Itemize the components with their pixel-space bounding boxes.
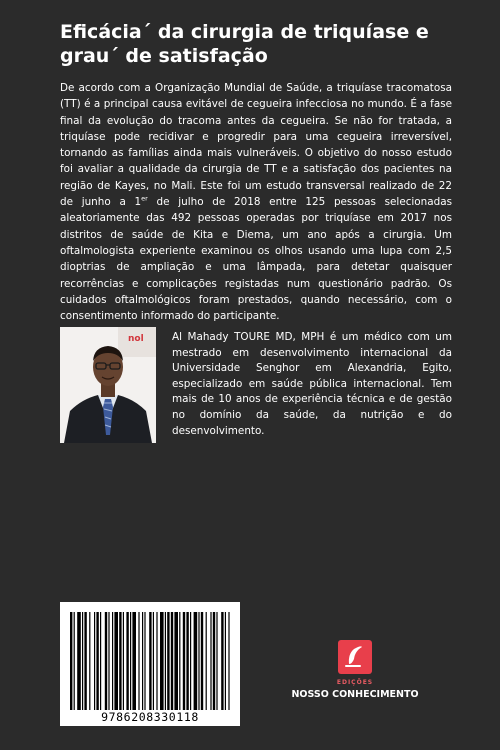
barcode-bar bbox=[70, 612, 72, 710]
barcode-bar bbox=[156, 612, 157, 710]
abstract-text-part1: De acordo com a Organização Mundial de Saúde, a triquíase tracomatosa (TT) é a principal causa evitável de cegueira infecciosa no mundo. É a fase final da evolução do tracoma antes da cegueira. Se não for tratada, a triquíase pode recidivar e progredir para uma cegueira irreversível, tornando as famílias ainda mais vulneráveis. O objetivo do nosso estudo foi avaliar a qualidade da cirurgia de TT e a satisfação dos pacientes na região de Kayes, no Mali. Este foi um estudo transversal realizado de 22 de junho a 1 bbox=[60, 82, 452, 209]
barcode-bar bbox=[144, 612, 145, 710]
barcode-bar bbox=[186, 612, 188, 710]
barcode-bar bbox=[179, 612, 180, 710]
barcode-bar bbox=[96, 612, 98, 710]
barcode-bar bbox=[160, 612, 164, 710]
barcode-bar bbox=[108, 612, 109, 710]
barcode-bar bbox=[114, 612, 118, 710]
barcode-bar bbox=[132, 612, 136, 710]
barcode-bar bbox=[165, 612, 166, 710]
barcode-bar bbox=[213, 612, 215, 710]
barcode-bar bbox=[198, 612, 199, 710]
barcode-bar bbox=[123, 612, 124, 710]
abstract-text-part2: de julho de 2018 entre 125 pessoas selecionadas aleatoriamente das 492 pessoas operadas por triquíase em 2017 nos distritos de saúde de Kita e Diema, um ano após a cirurgia. Um oftalmologista experiente examinou os olhos usando uma lupa com 2,5 dioptrias de ampliação e uma lâmpada, para detetar quaisquer recorrências e complicações registadas num questionário padrão. Os cuidados oftalmológicos foram prestados, quando necessário, com o consentimento informado do participante. bbox=[60, 196, 452, 323]
book-abstract bbox=[60, 80, 452, 324]
barcode-bar bbox=[112, 612, 113, 710]
barcode-bar bbox=[201, 612, 203, 710]
author-photo bbox=[60, 327, 156, 443]
isbn-number: 9786208330118 bbox=[101, 710, 199, 724]
publisher-block bbox=[290, 640, 420, 700]
barcode-bar bbox=[149, 612, 151, 710]
barcode-bar bbox=[221, 612, 223, 710]
barcode-bar bbox=[82, 612, 83, 710]
author-bio: Al Mahady TOURE MD, MPH é um médico com um mestrado em desenvolvimento internacional da Universidade Senghor em Alexandria, Egito, especializado em saúde pública internacional. Tem mais de 10 anos de experiência técnica e de gestão no domínio da saúde, da nutrição e do desenvolvimento. bbox=[172, 331, 452, 437]
barcode-bar bbox=[74, 612, 75, 710]
barcode-bar bbox=[138, 612, 139, 710]
barcode-bar bbox=[94, 612, 95, 710]
barcode-bar bbox=[228, 612, 229, 710]
barcode-bar bbox=[77, 612, 81, 710]
barcode-bar bbox=[190, 612, 191, 710]
barcode-bar bbox=[194, 612, 198, 710]
barcode-bar bbox=[171, 612, 173, 710]
barcode-bar bbox=[174, 612, 178, 710]
photo-background-sign: nol bbox=[128, 334, 144, 344]
barcode-bar bbox=[130, 612, 131, 710]
barcode-bar bbox=[216, 612, 217, 710]
barcode-bar bbox=[210, 612, 211, 710]
barcode-bars bbox=[60, 602, 240, 712]
barcode-bar bbox=[89, 612, 90, 710]
barcode-bar bbox=[105, 612, 107, 710]
abstract-superscript: er bbox=[141, 194, 148, 203]
publisher-logo bbox=[338, 640, 372, 674]
barcode-bar bbox=[100, 612, 101, 710]
barcode-bar bbox=[84, 612, 86, 710]
publisher-label-top: EDIÇÕES bbox=[336, 679, 374, 686]
barcode-bar bbox=[153, 612, 154, 710]
barcode-bar bbox=[183, 612, 185, 710]
publisher-name: NOSSO CONHECIMENTO bbox=[291, 689, 419, 700]
barcode-bar bbox=[206, 612, 207, 710]
barcode-bar bbox=[126, 612, 128, 710]
barcode-bar bbox=[119, 612, 121, 710]
barcode bbox=[60, 602, 240, 726]
barcode-bar bbox=[142, 612, 143, 710]
barcode-bar bbox=[225, 612, 226, 710]
book-title: Eficácia´ da cirurgia de triquíase e grau´ de satisfação bbox=[60, 21, 429, 67]
barcode-bar bbox=[167, 612, 169, 710]
